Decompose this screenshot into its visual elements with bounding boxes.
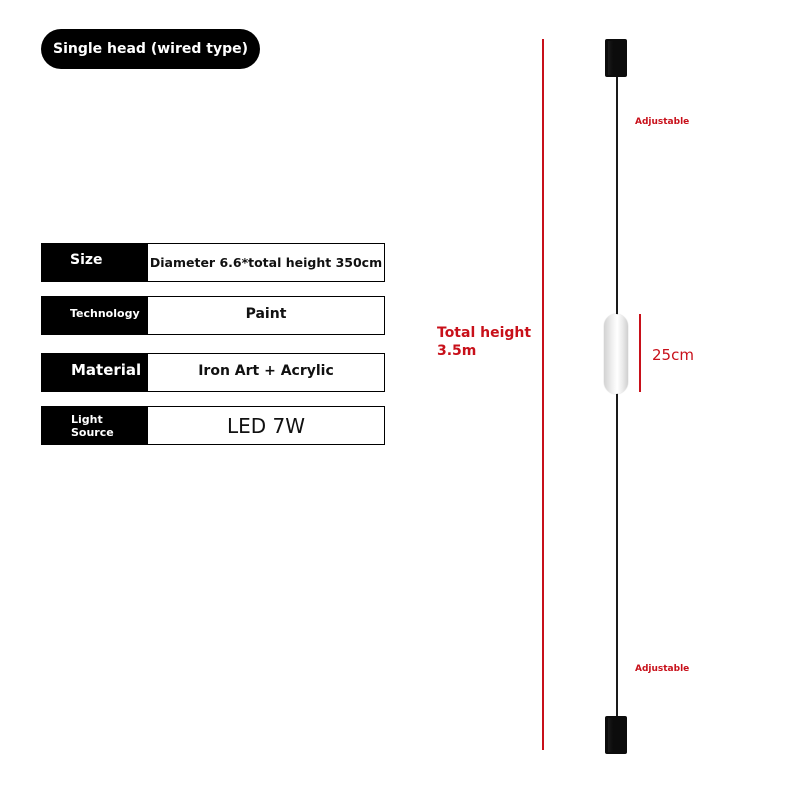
total-height-label-line1: Total height [437,325,532,341]
spec-row-technology [41,296,385,335]
spec-label-light-source-line1: Light [71,412,103,426]
spec-label-technology: Technology [42,297,148,334]
spec-row-size [41,243,385,282]
spec-value-technology: Paint [245,306,287,322]
total-height-label-line2: 3.5m [437,343,477,359]
product-title-badge: Single head (wired type) [41,29,260,69]
adjustable-label-top: Adjustable [635,117,690,127]
spec-label-light-source [42,407,148,444]
lamp-length-dimension-line [639,314,641,392]
spec-label-light-source-line2: Source [71,425,114,439]
lamp-tube [604,314,628,394]
floor-canopy [605,716,627,754]
suspension-cable [616,76,618,716]
spec-value-size: Diameter 6.6*total height 350cm [149,255,383,270]
total-height-dimension-line [542,39,544,750]
ceiling-canopy [605,39,627,77]
adjustable-label-bottom: Adjustable [635,664,690,674]
spec-label-size: Size [42,244,148,281]
total-height-label [437,324,531,360]
lamp-length-label: 25cm [652,346,694,364]
spec-row-material [41,353,385,392]
spec-value-material: Iron Art + Acrylic [198,363,334,379]
spec-value-light-source: LED 7W [226,413,306,438]
spec-label-material: Material [42,354,148,391]
spec-row-light-source [41,406,385,445]
